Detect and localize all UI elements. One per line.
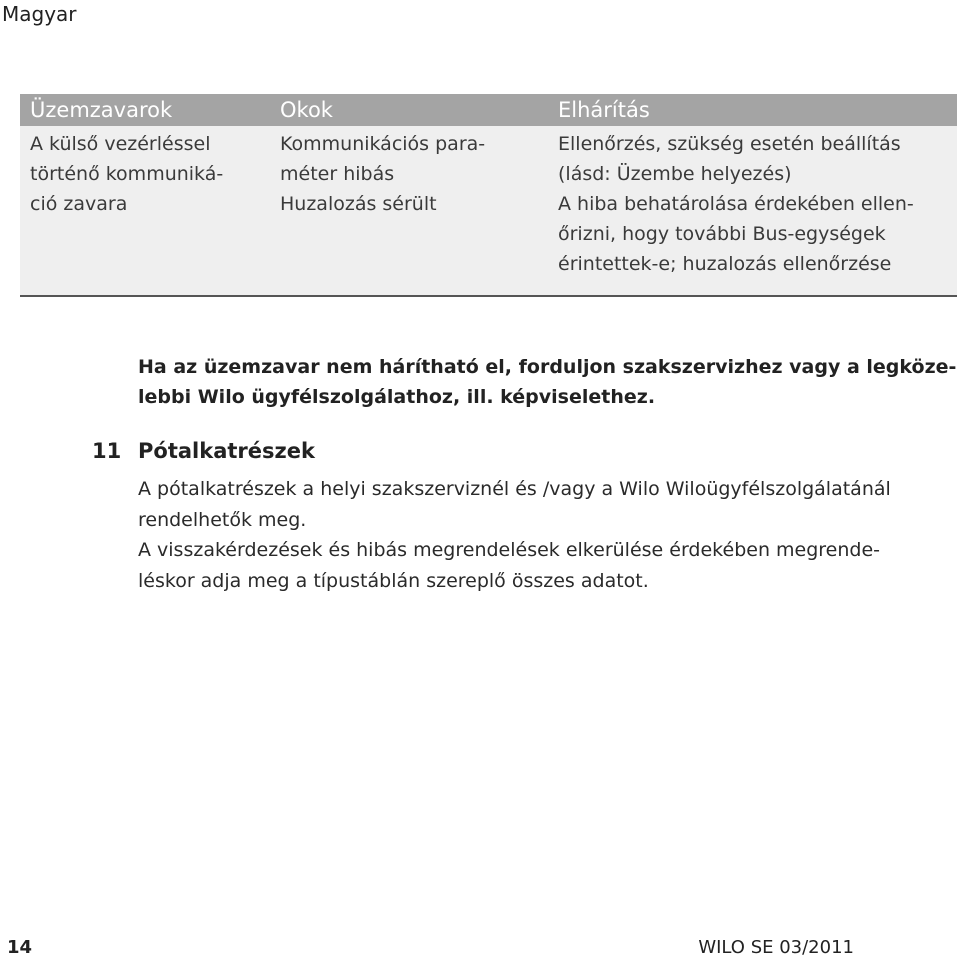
notice-line: Ha az üzemzavar nem hárítható el, forduljon szakszervizhez vagy a legköze- [138,356,957,378]
remedy-cell [558,129,914,279]
document-id: WILO SE 03/2011 [698,937,854,958]
section-title: Pótalkatrészek [138,439,315,463]
fault-cell [30,129,223,219]
column-header-faults: Üzemzavarok [30,98,173,122]
remedy-line: (lásd: Üzembe helyezés) [558,163,792,185]
table-header [20,94,957,126]
fault-line: történő kommuniká- [30,163,224,185]
notice-line: lebbi Wilo ügyfélszolgálathoz, ill. képviselethez. [138,386,656,408]
remedy-line: érintettek-e; huzalozás ellenőrzése [558,253,892,275]
body-line: rendelhetők meg. [138,508,307,531]
body-line: A visszakérdezések és hibás megrendelések elkerülése érdekében megrende- [138,539,881,561]
fault-line: A külső vezérléssel [30,133,211,155]
service-notice [138,352,958,412]
column-header-causes: Okok [280,98,333,122]
section-number: 11 [92,439,122,463]
spare-parts-section [0,439,960,609]
remedy-line: őrizni, hogy további Bus-egységek [558,223,886,245]
language-label: Magyar [2,2,77,26]
remedy-line: A hiba behatárolása érdekében ellen- [558,193,914,215]
cause-line: Kommunikációs para- [280,133,486,155]
cause-cell [280,129,485,219]
page-number: 14 [7,937,33,958]
table-row [20,126,957,297]
column-header-remedy: Elhárítás [558,98,650,122]
cause-line: méter hibás [280,163,395,185]
cause-line: Huzalozás sérült [280,193,437,215]
body-line: A pótalkatrészek a helyi szakszerviznél és /vagy a Wilo Wiloügyfélszolgálatánál [138,478,891,500]
body-line: léskor adja meg a típustáblán szereplő összes adatot. [138,569,649,592]
fault-line: ció zavara [30,193,128,215]
troubleshooting-table [20,94,957,297]
remedy-line: Ellenőrzés, szükség esetén beállítás [558,133,901,155]
section-body [138,474,891,596]
